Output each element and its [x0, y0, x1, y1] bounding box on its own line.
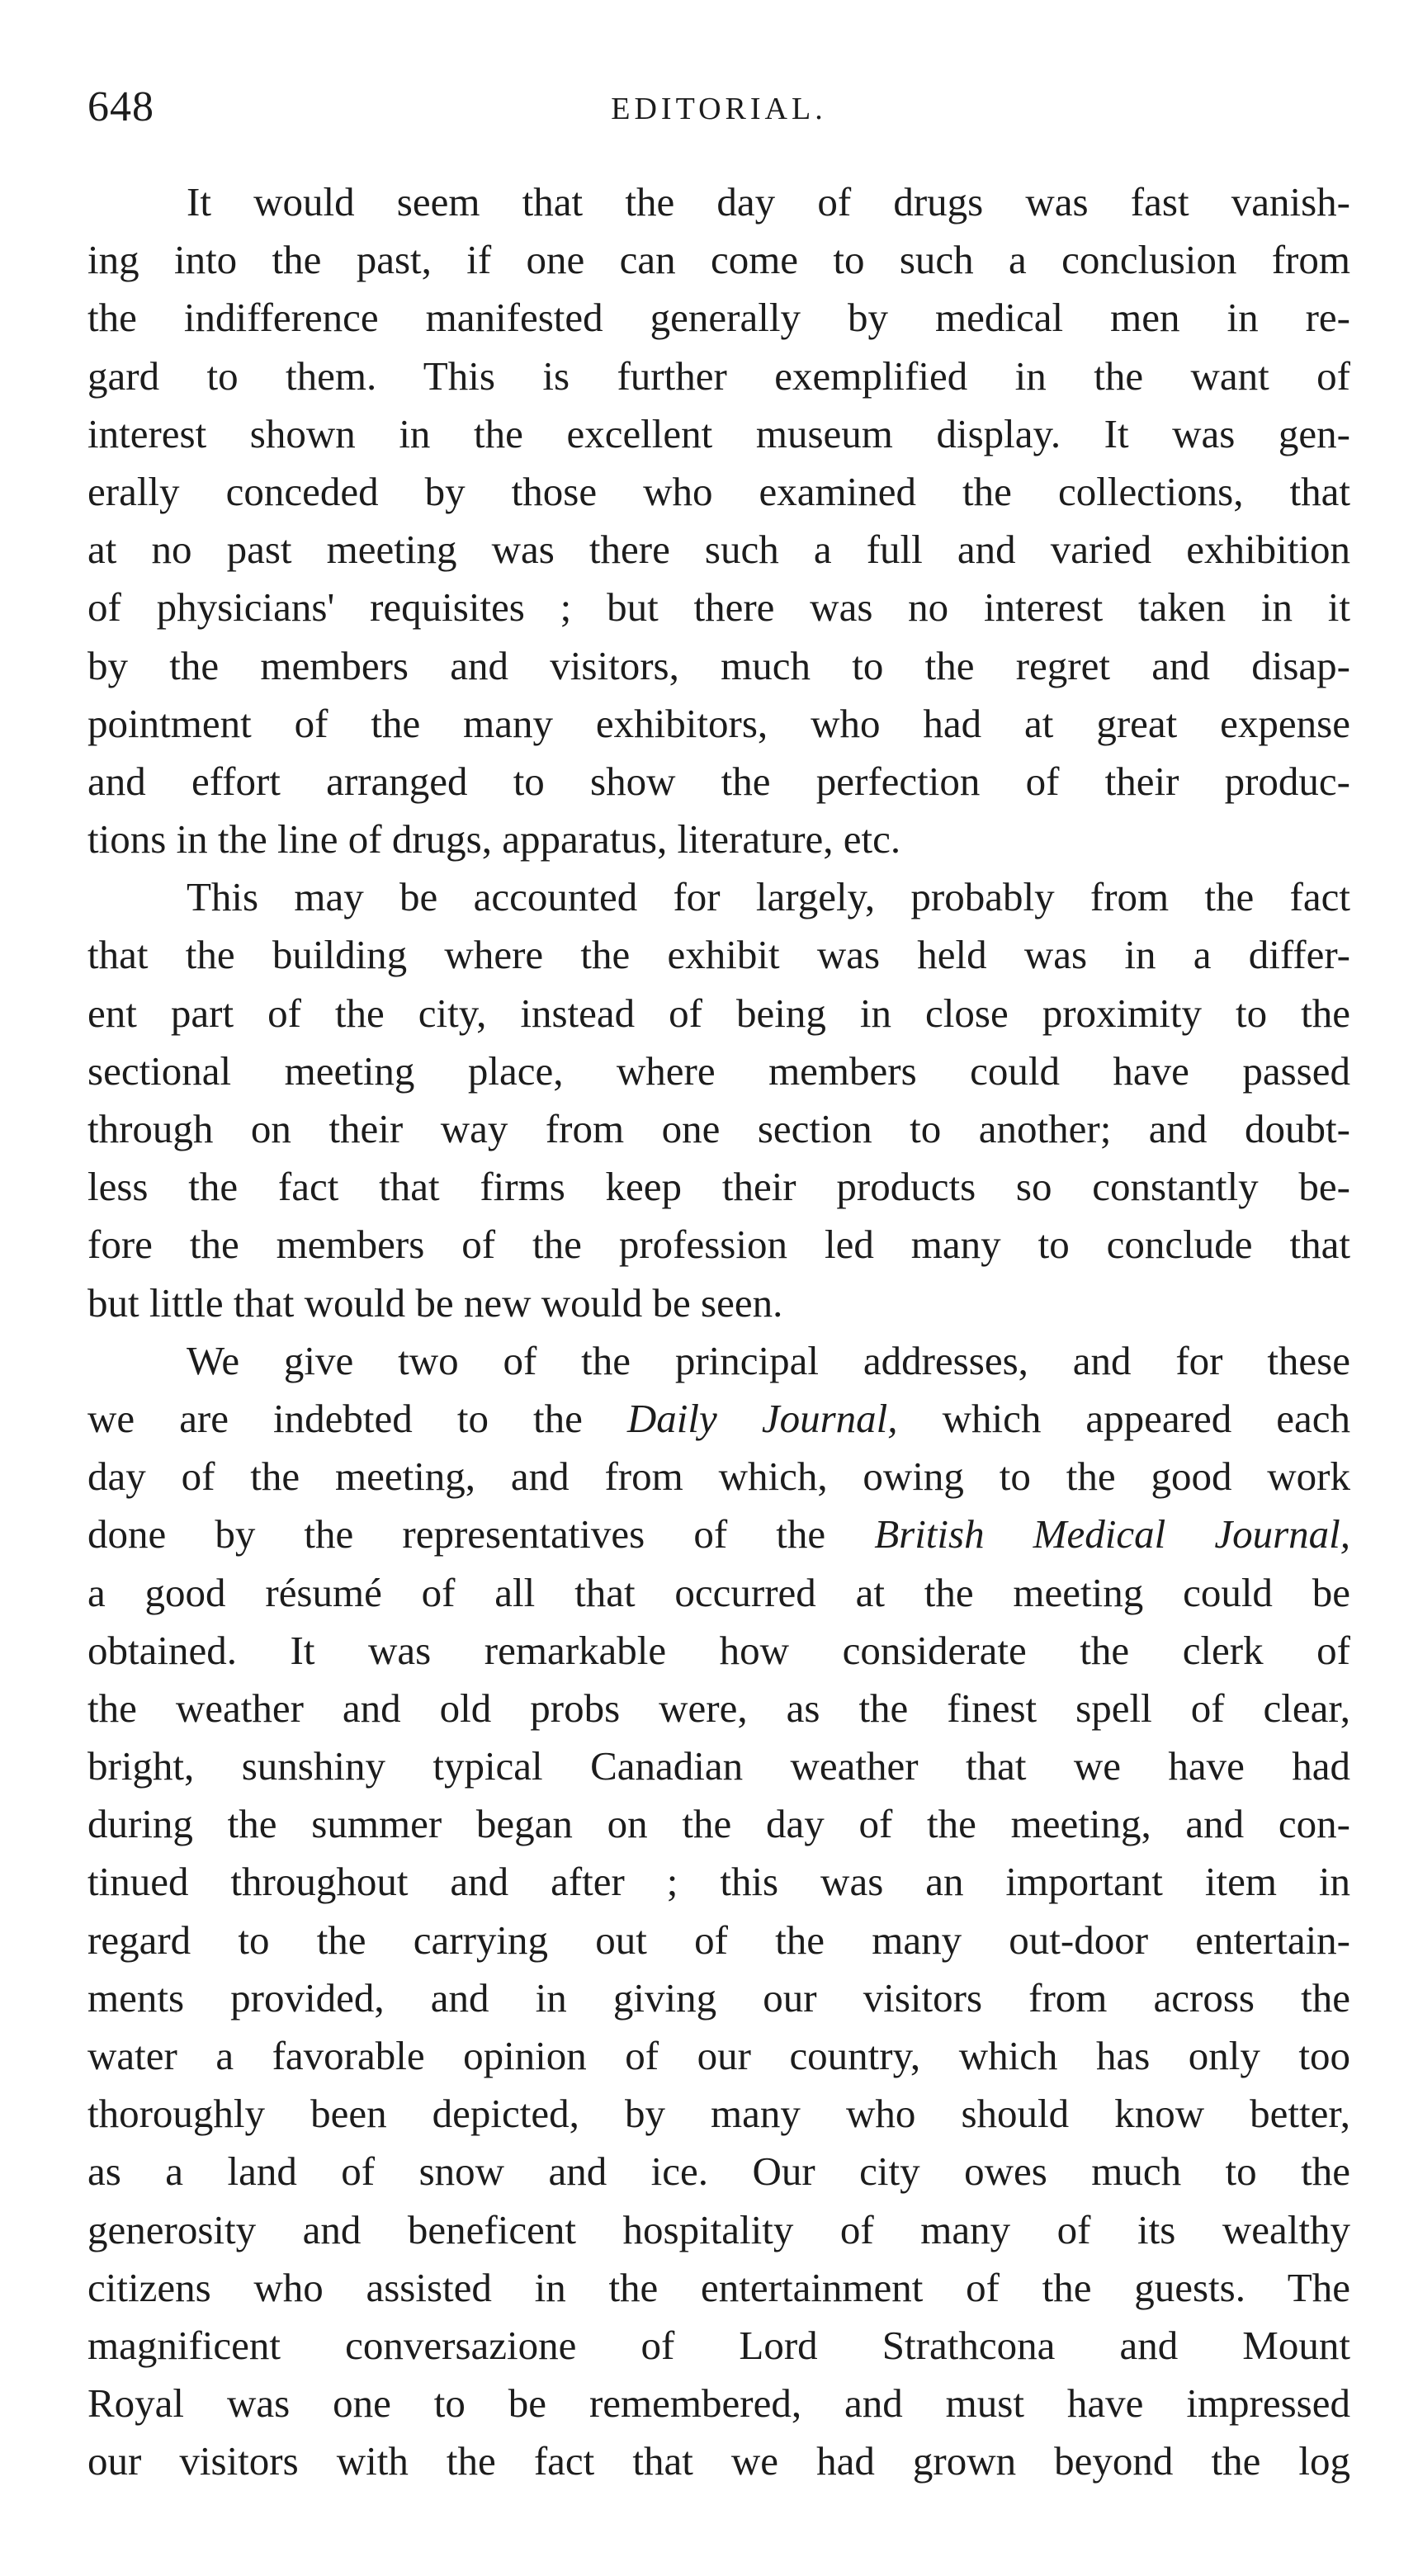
- text-line: tions in the line of drugs, apparatus, literature, etc.: [87, 816, 901, 863]
- text-line: We give two of the principal addresses, and for these: [187, 1337, 1350, 1383]
- text-line: [87, 1505, 1350, 1563]
- text-segment: done by the representatives of the: [87, 1511, 875, 1557]
- text-line: that the building where the exhibit was held was in a differ-: [87, 932, 1350, 978]
- text-line: at no past meeting was there such a full and varied exhibition: [87, 527, 1350, 573]
- text-line: our visitors with the fact that we had grown beyond the log: [87, 2438, 1350, 2484]
- text-line: the weather and old probs were, as the finest spell of clear,: [87, 1685, 1350, 1731]
- text-line: of physicians' requisites ; but there was no interest taken in it: [87, 584, 1350, 631]
- text-line: This may be accounted for largely, probably from the fact: [187, 874, 1350, 920]
- paragraph-2: [87, 868, 1350, 1332]
- paragraph-1: [87, 173, 1350, 868]
- text-line: and effort arranged to show the perfection of their produc-: [87, 758, 1350, 804]
- text-line: thoroughly been depicted, by many who should know better,: [87, 2091, 1350, 2137]
- text-line: sectional meeting place, where members could have passed: [87, 1047, 1350, 1094]
- text-line: Royal was one to be remembered, and must have impressed: [87, 2380, 1350, 2427]
- text-line: bright, sunshiny typical Canadian weather that we have had: [87, 1743, 1350, 1789]
- running-head: [87, 81, 1350, 134]
- section-title: EDITORIAL.: [611, 92, 827, 126]
- text-line: but little that would be new would be seen.: [87, 1279, 783, 1326]
- text-line: fore the members of the profession led many to conclude that: [87, 1222, 1350, 1268]
- text-line: through on their way from one section to another; and doubt-: [87, 1106, 1350, 1151]
- text-line: the indifference manifested generally by medical men in re-: [87, 295, 1350, 341]
- text-line: gard to them. This is further exemplified in the want of: [87, 352, 1350, 399]
- text-line: interest shown in the excellent museum display. It was gen-: [87, 410, 1350, 456]
- text-line: regard to the carrying out of the many out-door entertain-: [87, 1917, 1350, 1963]
- text-line: generosity and beneficent hospitality of many of its wealthy: [87, 2206, 1350, 2252]
- page-number: 648: [87, 83, 154, 130]
- text-segment: we are indebted to the: [87, 1395, 627, 1441]
- text-line: obtained. It was remarkable how considerate the clerk of: [87, 1627, 1350, 1673]
- text-line: day of the meeting, and from which, owing to the good work: [87, 1453, 1350, 1500]
- text-line: a good résumé of all that occurred at the meeting could be: [87, 1569, 1350, 1615]
- text-line: pointment of the many exhibitors, who had at great expense: [87, 700, 1350, 746]
- text-line: as a land of snow and ice. Our city owes much to the: [87, 2148, 1350, 2195]
- text-line: magnificent conversazione of Lord Strathcona and Mount: [87, 2322, 1350, 2368]
- text-line: [87, 1390, 1350, 1448]
- paragraph-3: [87, 1332, 1350, 2491]
- text-line: citizens who assisted in the entertainment of the guests. The: [87, 2264, 1350, 2310]
- text-segment: which appeared each: [897, 1395, 1350, 1441]
- text-line: less the fact that firms keep their products so constantly be-: [87, 1164, 1350, 1210]
- text-line: ing into the past, if one can come to such a conclusion from: [87, 237, 1350, 283]
- text-line: It would seem that the day of drugs was fast vanish-: [187, 179, 1350, 225]
- text-line: ments provided, and in giving our visitors from across the: [87, 1974, 1350, 2021]
- text-line: water a favorable opinion of our country, which has only too: [87, 2033, 1350, 2078]
- text-line: by the members and visitors, much to the regret and disap-: [87, 642, 1350, 688]
- journal-title: Daily Journal,: [626, 1395, 898, 1441]
- body-text: [87, 173, 1350, 2491]
- text-line: erally conceded by those who examined the collections, that: [87, 468, 1350, 514]
- text-line: tinued throughout and after ; this was an important item in: [87, 1859, 1350, 1905]
- text-line: ent part of the city, instead of being in close proximity to the: [87, 990, 1350, 1036]
- journal-title: British Medical Journal,: [874, 1511, 1350, 1557]
- text-line: during the summer began on the day of the meeting, and con-: [87, 1801, 1350, 1847]
